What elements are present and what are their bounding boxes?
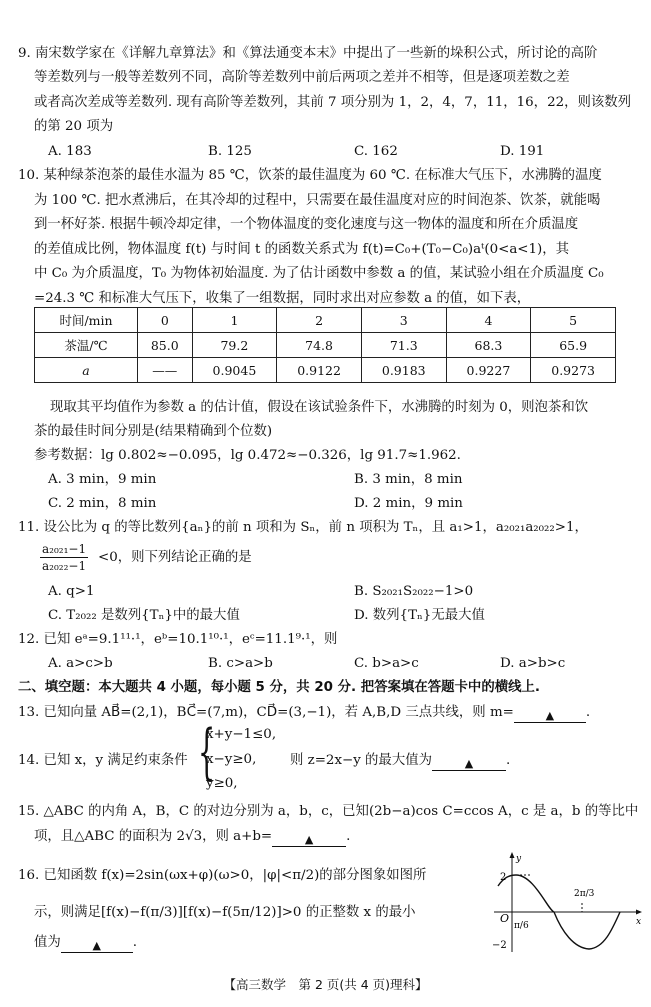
q10-after-1: 现取其平均值作为参数 a 的估计值，假设在该试验条件下，水沸腾的时刻为 0，则泡茶和饮 — [50, 400, 589, 415]
q11-option-c[interactable]: C. T₂₀₂₂ 是数列{Tₙ}中的最大值 — [48, 608, 240, 623]
q16-sine-graph — [486, 850, 646, 956]
q11-option-d[interactable]: D. 数列{Tₙ}无最大值 — [354, 608, 485, 623]
table-cell: 74.8 — [277, 333, 362, 358]
tick-label-2pi-3: 2π/3 — [574, 889, 595, 899]
y-min-label: −2 — [492, 940, 507, 951]
q14-period: . — [506, 753, 511, 768]
tick-label-pi-6: π/6 — [514, 921, 529, 931]
table-row — [35, 308, 616, 333]
q11-option-a[interactable]: A. q>1 — [48, 584, 95, 599]
q16-period: . — [132, 935, 138, 950]
q11-line-1: 11. 设公比为 q 的等比数列{aₙ}的前 n 项和为 Sₙ，前 n 项积为 Tₙ，且 a₁>1，a₂₀₂₁a₂₀₂₂>1， — [18, 520, 588, 535]
y-axis-arrow-icon — [510, 852, 515, 858]
q14-constraint-2: x−y≥0, — [206, 752, 257, 767]
table-cell: 0.9122 — [277, 358, 362, 383]
page-footer: 【高三数学 第 2 页(共 4 页)理科】 — [223, 977, 428, 992]
q12-option-d[interactable]: D. a>b>c — [500, 656, 566, 671]
q16-line-3 — [34, 933, 137, 953]
table-cell: 4 — [446, 308, 531, 333]
y-max-label: 2 — [500, 872, 507, 883]
q13-line — [18, 703, 590, 723]
q9-line-2: 等差数列与一般等差数列不同，高阶等差数列中前后两项之差并不相等，但是逐项差数之差 — [34, 70, 570, 85]
fraction-numerator: a₂₀₂₁−1 — [42, 542, 87, 556]
blank-marker-icon: ▲ — [304, 833, 314, 846]
table-cell: 0.9227 — [446, 358, 531, 383]
q14-lead: 14. 已知 x，y 满足约束条件 — [18, 753, 188, 768]
q15-line-2 — [34, 827, 350, 847]
q11-line-2-rest: <0，则下列结论正确的是 — [98, 550, 252, 565]
blank-marker-icon: ▲ — [464, 757, 474, 770]
table-cell: a — [35, 358, 138, 383]
table-cell: 0 — [138, 308, 193, 333]
q13-answer-blank[interactable] — [514, 706, 586, 723]
q10-line-3: 到一杯好茶. 根据牛顿冷却定律，一个物体温度的变化速度与这一物体的温度和所在介质温度 — [34, 217, 579, 232]
table-cell: 0.9273 — [531, 358, 616, 383]
table-cell: 71.3 — [361, 333, 446, 358]
q10-reference-data: 参考数据：lg 0.802≈−0.095，lg 0.472≈−0.326，lg 91.7≈1.962. — [34, 448, 461, 463]
q10-after-2: 茶的最佳时间分别是(结果精确到个位数) — [34, 424, 273, 439]
q15-answer-blank[interactable] — [272, 830, 346, 847]
table-cell: 0.9183 — [361, 358, 446, 383]
q12-line: 12. 已知 eᵃ=9.1¹¹·¹，eᵇ=10.1¹⁰·¹，eᶜ=11.1⁹·¹，则 — [18, 632, 338, 647]
table-row — [35, 333, 616, 358]
table-cell: —— — [138, 358, 193, 383]
q14-text: 则 z=2x−y 的最大值为 — [290, 753, 432, 768]
q10-line-4: 的差值成比例，物体温度 f(t) 与时间 t 的函数关系式为 f(t)=C₀+(T₀−C₀)aᵗ(0<a<1)，其 — [34, 242, 570, 257]
q15-line-1: 15. △ABC 的内角 A，B，C 的对边分别为 a，b，c，已知(2b−a)cos C=ccos A，c 是 a，b 的等比中 — [18, 804, 639, 819]
fraction-denominator: a₂₀₂₂−1 — [42, 559, 87, 573]
table-cell: 65.9 — [531, 333, 616, 358]
q12-option-c[interactable]: C. b>a>c — [354, 656, 419, 671]
q10-option-d[interactable]: D. 2 min，9 min — [354, 496, 463, 511]
q10-option-b[interactable]: B. 3 min，8 min — [354, 472, 463, 487]
table-row — [35, 358, 616, 383]
q9-option-d[interactable]: D. 191 — [500, 144, 545, 159]
q12-option-a[interactable]: A. a>c>b — [48, 656, 113, 671]
q9-option-c[interactable]: C. 162 — [354, 144, 398, 159]
q14-constraint-1: x+y−1≤0, — [206, 727, 277, 742]
q9-line-4: 的第 20 项为 — [34, 119, 114, 134]
x-axis-label: x — [636, 917, 642, 927]
q16-answer-blank[interactable] — [61, 936, 133, 953]
q13-period: . — [585, 705, 591, 720]
blank-marker-icon: ▲ — [545, 709, 555, 722]
q11-option-b[interactable]: B. S₂₀₂₁S₂₀₂₂−1>0 — [354, 584, 474, 599]
q12-option-b[interactable]: B. c>a>b — [208, 656, 273, 671]
table-cell: 茶温/℃ — [35, 333, 138, 358]
q15-period: . — [346, 829, 351, 844]
q14-answer-blank[interactable] — [432, 754, 506, 771]
q10-line-6: =24.3 ℃ 和标准大气压下，收集了一组数据，同时求出对应参数 a 的值，如下表， — [34, 291, 531, 306]
section-heading-fill-in: 二、填空题：本大题共 4 小题，每小题 5 分，共 20 分. 把答案填在答题卡中的横线上. — [18, 680, 540, 695]
table-cell: 5 — [531, 308, 616, 333]
y-axis-label: y — [516, 854, 522, 864]
q14-constraint-3: y≥0, — [206, 776, 238, 791]
table-cell: 79.2 — [192, 333, 277, 358]
blank-marker-icon: ▲ — [92, 939, 102, 952]
table-cell: 时间/min — [35, 308, 138, 333]
q14-question — [290, 751, 510, 771]
table-cell: 3 — [361, 308, 446, 333]
q16-line-2: 示，则满足[f(x)−f(π/3)][f(x)−f(5π/12)]>0 的正整数 x 的最小 — [34, 905, 416, 920]
q11-fraction — [40, 541, 88, 574]
q9-option-a[interactable]: A. 183 — [48, 144, 92, 159]
table-cell: 1 — [192, 308, 277, 333]
q10-data-table — [34, 307, 616, 383]
q13-text: 13. 已知向量 AB⃗=(2,1)，BC⃗=(7,m)，CD⃗=(3,−1)，若 A,B,D 三点共线，则 m= — [18, 705, 514, 720]
table-cell: 0.9045 — [192, 358, 277, 383]
q16-line-1: 16. 已知函数 f(x)=2sin(ωx+φ)(ω>0，|φ|<π/2)的部分图象如图所 — [18, 868, 427, 883]
q10-line-5: 中 C₀ 为介质温度，T₀ 为物体初始温度. 为了估计函数中参数 a 的值，某试验小组在介质温度 C₀ — [34, 266, 604, 281]
q9-line-3: 或者高次差成等差数列. 现有高阶等差数列，其前 7 项分别为 1，2，4，7，11，16，22，则该数列 — [34, 95, 632, 110]
q10-line-2: 为 100 ℃. 把水煮沸后，在其冷却的过程中，只需要在最佳温度对应的时间泡茶、饮茶，就能喝 — [34, 193, 601, 208]
origin-label: O — [500, 912, 510, 925]
x-axis-arrow-icon — [636, 910, 642, 915]
brace-icon: { — [198, 717, 216, 787]
q16-text: 值为 — [34, 935, 61, 950]
table-cell: 68.3 — [446, 333, 531, 358]
q9-line-1: 9. 南宋数学家在《详解九章算法》和《算法通变本末》中提出了一些新的垛积公式，所讨论的高阶 — [18, 46, 598, 61]
q10-option-c[interactable]: C. 2 min，8 min — [48, 496, 157, 511]
q10-line-1: 10. 某种绿茶泡茶的最佳水温为 85 ℃，饮茶的最佳温度为 60 ℃. 在标准大气压下，水沸腾的温度 — [18, 168, 602, 183]
q15-text: 项，且△ABC 的面积为 2√3，则 a+b= — [34, 829, 273, 844]
q9-option-b[interactable]: B. 125 — [208, 144, 252, 159]
table-cell: 2 — [277, 308, 362, 333]
q10-option-a[interactable]: A. 3 min，9 min — [48, 472, 157, 487]
table-cell: 85.0 — [138, 333, 193, 358]
